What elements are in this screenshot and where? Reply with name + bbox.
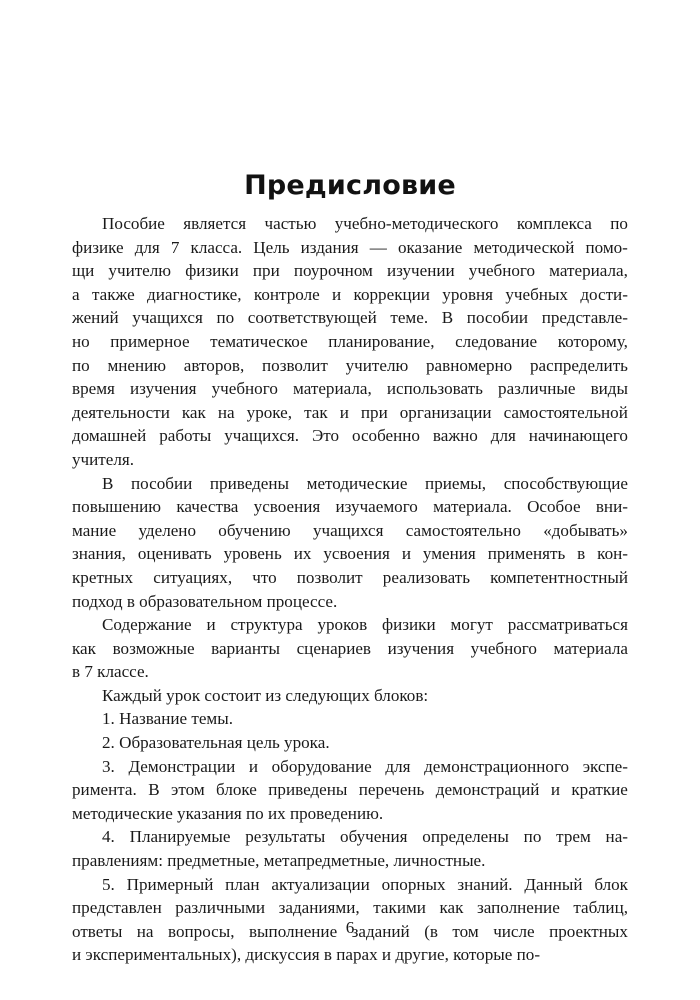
paragraph [72,212,628,472]
list-item [72,755,628,826]
text-line: щи учителю физики при поурочном изучении учебного материала, [72,261,628,281]
text-line: 2. Образовательная цель урока. [102,733,330,753]
list-item [72,825,628,872]
text-line: 5. Примерный план актуализации опорных знаний. Данный блок [102,874,628,894]
text-line: по мнению авторов, позволит учителю равномерно распределить [72,355,628,375]
page-title: Предисловие [244,170,456,202]
page-number: 6 [345,918,355,937]
paragraph [72,472,628,614]
text-line: домашней работы учащихся. Это особенно важно для начинающего [72,426,628,446]
text-line: физике для 7 класса. Цель издания — оказание методической помо- [72,237,628,257]
text-line: Пособие является частью учебно-методического комплекса по [102,214,628,233]
paragraph [72,613,628,684]
text-line: деятельности как на уроке, так и при организации самостоятельной [72,402,628,422]
text-line: римента. В этом блоке приведены перечень демонстраций и краткие [72,780,628,800]
list-item [72,731,628,755]
text-line: В пособии приведены методические приемы, способствующие [102,473,628,493]
text-line: методические указания по их проведению. [72,803,384,823]
text-line: и экспериментальных), дискуссия в парах и другие, которые по- [72,945,541,965]
text-line: учителя. [72,449,135,469]
text-line: в 7 классе. [72,662,149,682]
text-line: Содержание и структура уроков физики могут рассматриваться [102,615,628,635]
text-line: кретных ситуациях, что позволит реализовать компетентностный [72,567,628,587]
text-flow [72,212,628,967]
text-line: а также диагностике, контроле и коррекции уровня учебных дости- [72,284,628,304]
text-line: повышению качества усвоения изучаемого материала. Особое вни- [72,497,628,517]
text-line: жений учащихся по соответствующей теме. В пособии представле- [72,308,628,328]
text-line: подход в образовательном процессе. [72,591,338,611]
text-line: как возможные варианты сценариев изучения учебного материала [72,638,628,658]
text-line: ответы на вопросы, выполнение заданий (в том числе проектных [72,921,628,941]
text-line: но примерное тематическое планирование, следование которому, [72,331,628,351]
text-line: мание уделено обучению учащихся самостоятельно «добывать» [72,520,628,540]
text-line: 4. Планируемые результаты обучения определены по трем на- [102,827,628,847]
text-line: 3. Демонстрации и оборудование для демонстрационного экспе- [102,756,628,776]
text-line: знания, оценивать уровень их усвоения и умения применять в кон- [72,544,628,564]
text-line: 1. Название темы. [102,709,233,729]
body-text-block [72,212,628,967]
text-line: Каждый урок состоит из следующих блоков: [102,685,429,705]
list-item [72,707,628,731]
text-line: время изучения учебного материала, использовать различные виды [72,379,628,399]
text-line: представлен различными заданиями, такими как заполнение таблиц, [72,898,628,918]
text-line: правлениям: предметные, метапредметные, личностные. [72,851,486,871]
paragraph [72,684,628,708]
